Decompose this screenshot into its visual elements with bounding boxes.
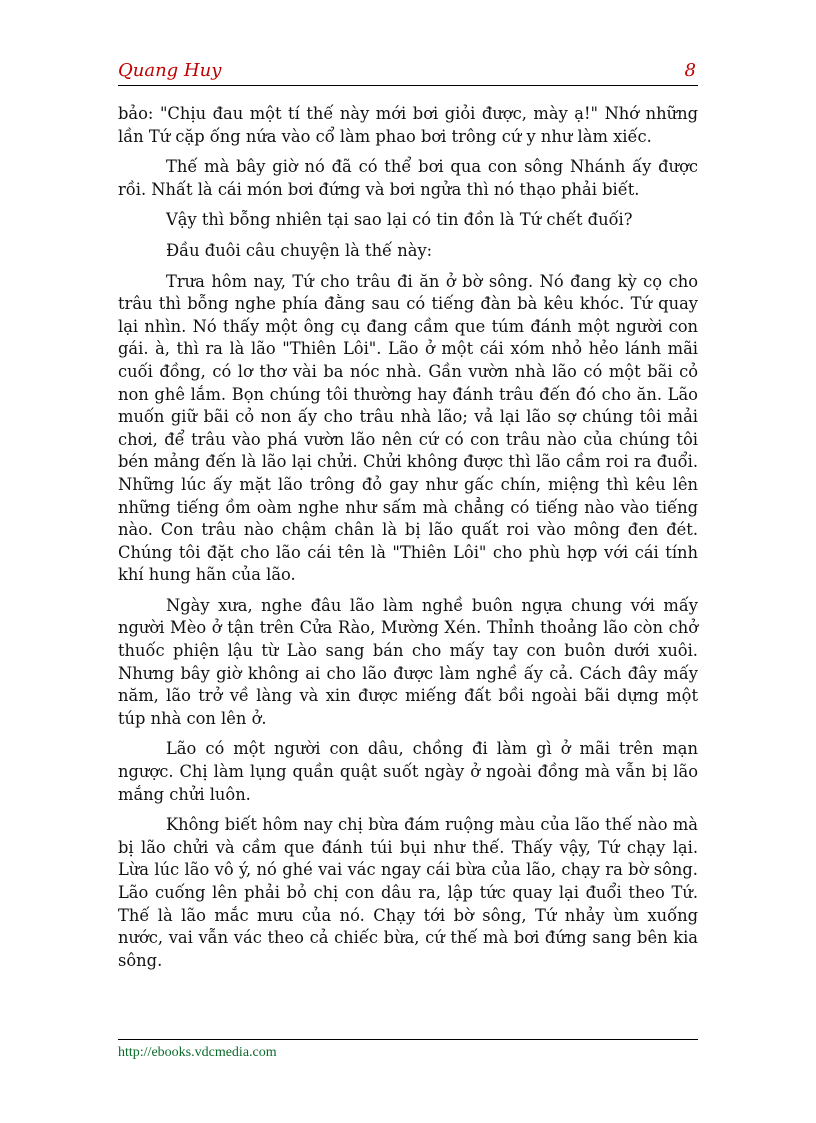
paragraph-continued: bảo: "Chịu đau một tí thế này mới bơi giỏi được, mày ạ!" Nhớ những lần Tứ cặp ống nứa vào cổ làm phao bơi trông cứ y như làm xiếc. [118,104,698,146]
paragraph: Vậy thì bỗng nhiên tại sao lại có tin đồn là Tứ chết đuối? [166,210,633,230]
paragraph: Đầu đuôi câu chuyện là thế này: [166,240,433,260]
paragraph: Lão có một người con dâu, chồng đi làm gì ở mãi trên mạn ngược. Chị làm lụng quần quật suốt ngày ở ngoài đồng mà vẫn bị lão mắng chửi luôn. [118,739,698,804]
paragraph: Không biết hôm nay chị bừa đám ruộng màu của lão thế nào mà bị lão chửi và cầm que đánh túi bụi như thế. Thấy vậy, Tứ chạy lại. Lừa lúc lão vô ý, nó ghé vai vác ngay cái bừa của lão, chạy ra bờ sông. Lão cuống lên phải bỏ chị con dâu ra, lập tức quay lại đuổi theo Tứ. Thế là lão mắc mưu của nó. Chạy tới bờ sông, Tứ nhảy ùm xuống nước, vai vẫn vác theo cả chiếc bừa, cứ thế mà bơi đứng sang bên kia sông. [118,815,698,970]
page-header [118,59,698,86]
paragraph: Thế mà bây giờ nó đã có thể bơi qua con sông Nhánh ấy được rồi. Nhất là cái món bơi đứng và bơi ngửa thì nó thạo phải biết. [118,157,698,199]
paragraph: Trưa hôm nay, Tứ cho trâu đi ăn ở bờ sông. Nó đang kỳ cọ cho trâu thì bỗng nghe phía đằng sau có tiếng đàn bà kêu khóc. Tứ quay lại nhìn. Nó thấy một ông cụ đang cầm que túm đánh một người con gái. à, thì ra là lão "Thiên Lôi". Lão ở một cái xóm nhỏ hẻo lánh mãi cuối đồng, có lơ thơ vài ba nóc nhà. Gần vườn nhà lão có một bãi cỏ non ghê lắm. Bọn chúng tôi thường hay đánh trâu đến đó cho ăn. Lão muốn giữ bãi cỏ non ấy cho trâu nhà lão; vả lại lão sợ chúng tôi mải chơi, để trâu vào phá vườn lão nên cứ có con trâu nào của chúng tôi bén mảng đến là lão lại chửi. Chửi không được thì lão cầm roi ra đuổi. Những lúc ấy mặt lão trông đỏ gay như gấc chín, miệng thì kêu lên những tiếng ồm oàm nghe như sấm mà chẳng có tiếng nào vào tiếng nào. Con trâu nào chậm chân là bị lão quất roi vào mông đen đét. Chúng tôi đặt cho lão cái tên là "Thiên Lôi" cho phù hợp với cái tính khí hung hãn của lão. [118,271,698,585]
paragraph: Ngày xưa, nghe đâu lão làm nghề buôn ngựa chung với mấy người Mèo ở tận trên Cửa Rào, Mường Xén. Thỉnh thoảng lão còn chở thuốc phiện lậu từ Lào sang bán cho mấy tay con buôn dưới xuôi. Nhưng bây giờ không ai cho lão được làm nghề ấy cả. Cách đây mấy năm, lão trở về làng và xin được miếng đất bồi ngoài bãi dựng một túp nhà con lên ở. [118,595,698,728]
body-text [118,103,698,980]
footer-link[interactable]: http://ebooks.vdcmedia.com [118,1045,277,1060]
page-number: 8 [684,60,696,81]
footer-divider [118,1039,698,1040]
header-author: Quang Huy [118,60,222,81]
